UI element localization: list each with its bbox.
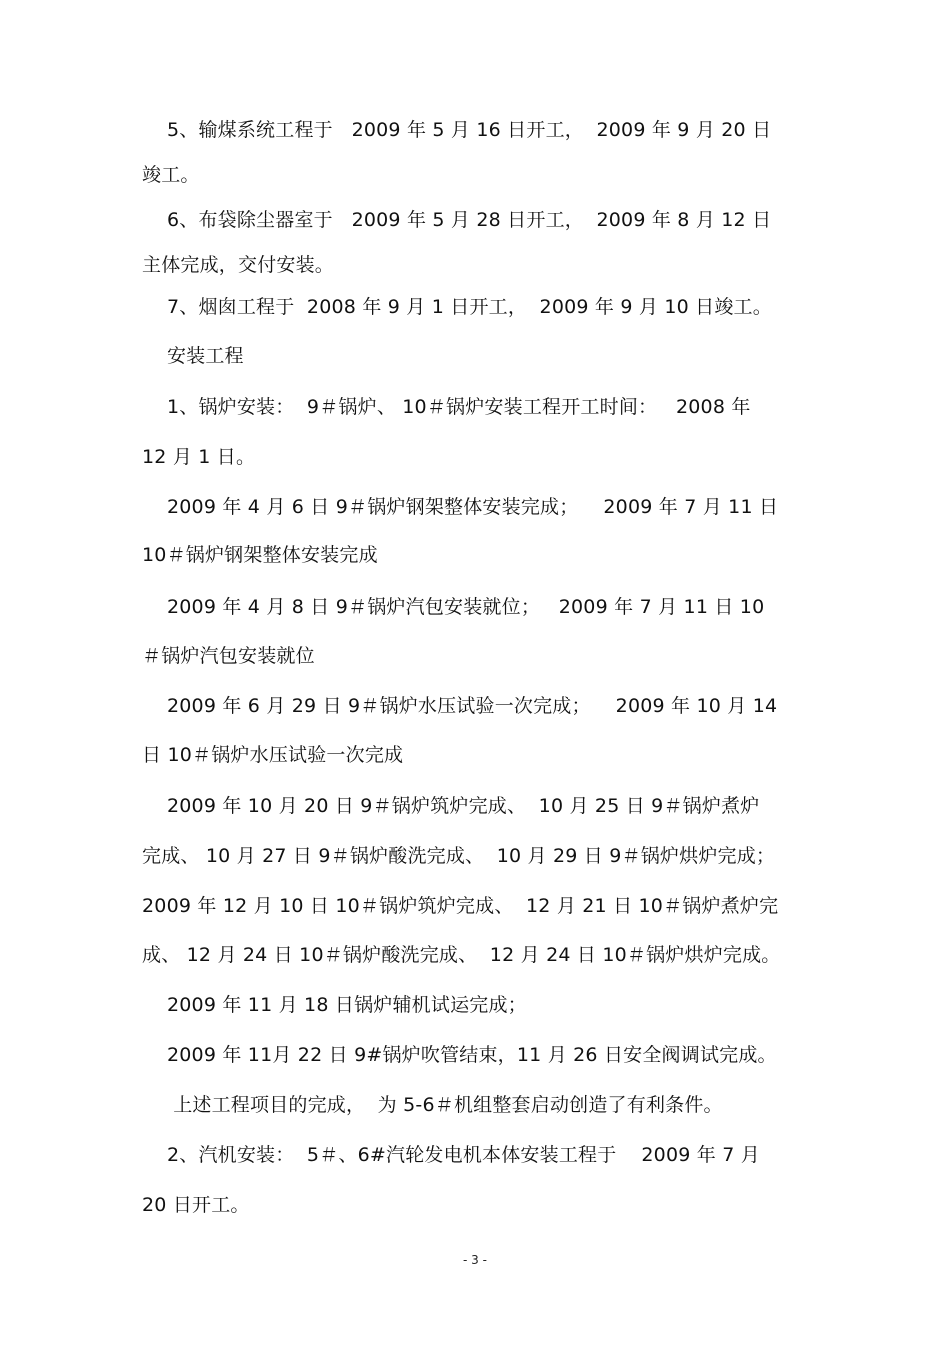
text-line: 2、汽机安装： 5＃、6#汽轮发电机本体安装工程于 2009 年 7 月	[142, 1144, 760, 1166]
text-line: 6、布袋除尘器室于 2009 年 5 月 28 日开工， 2009 年 8 月 12 日	[142, 209, 772, 231]
text-line: 1、锅炉安装： 9＃锅炉、 10＃锅炉安装工程开工时间： 2008 年	[142, 396, 751, 418]
text-line: 10＃锅炉钢架整体安装完成	[142, 544, 378, 566]
text-line: 7、烟囱工程于 2008 年 9 月 1 日开工， 2009 年 9 月 10 日竣工。	[142, 296, 772, 318]
text-line: 20 日开工。	[142, 1194, 250, 1216]
text-line: 竣工。	[142, 164, 200, 186]
text-line: 2009 年 6 月 29 日 9＃锅炉水压试验一次完成； 2009 年 10 月 14	[142, 695, 778, 717]
text-line: 主体完成，交付安装。	[142, 254, 335, 276]
text-line: 完成、 10 月 27 日 9＃锅炉酸洗完成、 10 月 29 日 9＃锅炉烘炉完成；	[142, 845, 776, 867]
section-heading: 安装工程	[142, 345, 244, 367]
text-line: 2009 年 12 月 10 日 10＃锅炉筑炉完成、 12 月 21 日 10＃锅炉煮炉完	[142, 895, 779, 917]
text-line: 5、输煤系统工程于 2009 年 5 月 16 日开工， 2009 年 9 月 20 日	[142, 119, 772, 141]
text-line: 日 10＃锅炉水压试验一次完成	[142, 744, 404, 766]
text-line: ＃锅炉汽包安装就位	[142, 645, 315, 667]
text-line: 2009 年 11月 22 日 9#锅炉吹管结束，11 月 26 日安全阀调试完成。	[142, 1044, 777, 1066]
text-line: 12 月 1 日。	[142, 446, 256, 468]
text-line: 2009 年 4 月 8 日 9＃锅炉汽包安装就位； 2009 年 7 月 11 日 10	[142, 596, 765, 618]
text-line: 成、 12 月 24 日 10＃锅炉酸洗完成、 12 月 24 日 10＃锅炉烘炉完成。	[142, 944, 781, 966]
page-number: - 3 -	[463, 1253, 487, 1267]
text-line: 2009 年 11 月 18 日锅炉辅机试运完成；	[142, 994, 527, 1016]
text-line: 2009 年 4 月 6 日 9＃锅炉钢架整体安装完成； 2009 年 7 月 11 日	[142, 496, 779, 518]
text-line: 上述工程项目的完成， 为 5-6＃机组整套启动创造了有利条件。	[142, 1094, 723, 1116]
text-line: 2009 年 10 月 20 日 9＃锅炉筑炉完成、 10 月 25 日 9＃锅炉煮炉	[142, 795, 760, 817]
